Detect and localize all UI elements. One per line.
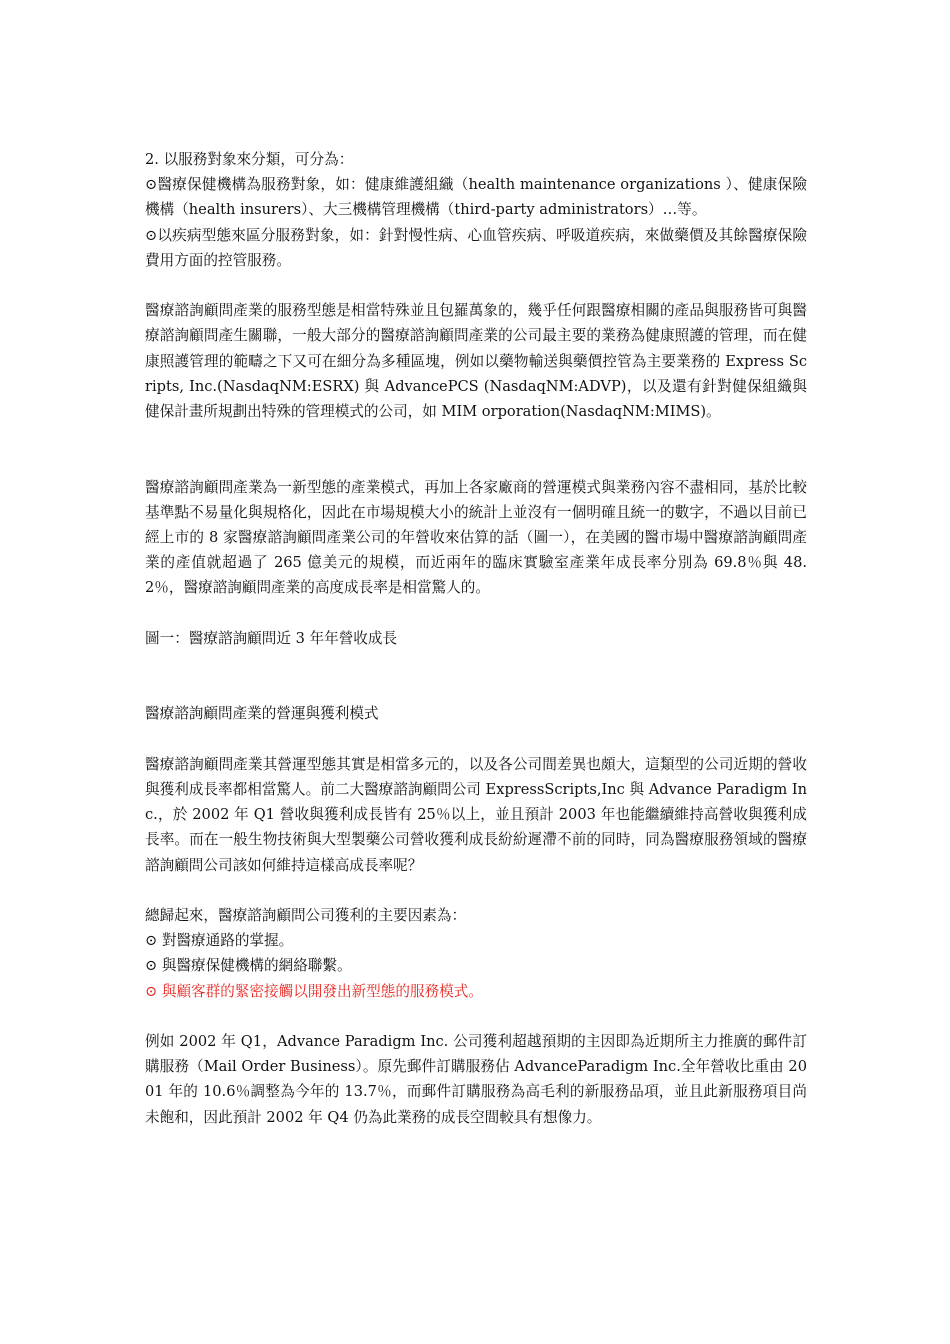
example-paragraph: 例如 2002 年 Q1，Advance Paradigm Inc. 公司獲利超越預期的主因即為近期所主力推廣的郵件訂購服務（Mail Order Business）。原先郵件訂購服務佔 AdvanceParadigm Inc.全年營收比重由 2001 年的 10.6％調整為今年的 13.7％，而郵件訂購服務為高毛利的新服務品項，並且此新服務項目尚未飽和，因此預計 2002 年 Q4 仍為此業務的成長空間較具有想像力。: [145, 1033, 807, 1126]
service-target-item-2: ⊙以疾病型態來區分服務對象，如：針對慢性病、心血管疾病、呼吸道疾病，來做藥價及其餘醫療保險費用方面的控管服務。: [145, 226, 807, 269]
service-target-item-1: ⊙醫療保健機構為服務對象，如：健康維護組織（health maintenance organizations ）、健康保險機構（health insurers）、大三機構管理機構（third-party administrators）…等。: [145, 176, 807, 219]
profit-factor-item-highlighted: ⊙ 與顧客群的緊密接觸以開發出新型態的服務模式。: [145, 982, 483, 1000]
section-2-heading: 2. 以服務對象來分類，可分為：: [145, 151, 354, 168]
spacer: [145, 651, 807, 701]
figure-caption: 圖一：醫療諮詢顧問近 3 年年營收成長: [145, 629, 398, 647]
spacer: [145, 601, 807, 626]
spacer: [145, 727, 807, 752]
spacer: [145, 1004, 807, 1029]
section-heading: 醫療諮詢顧問產業的營運與獲利模式: [145, 705, 379, 723]
spacer: [145, 424, 807, 474]
operation-paragraph: 醫療諮詢顧問產業其營運型態其實是相當多元的，以及各公司間差異也頗大，這類型的公司近期的營收與獲利成長率都相當驚人。前二大醫療諮詢顧問公司 ExpressScripts,Inc 與 Advance Paradigm Inc.，於 2002 年 Q1 營收與獲利成長皆有 25％以上，並且預計 2003 年也能繼續維持高營收與獲利成長率。而在一般生物技術與大型製藥公司營收獲利成長紛紛遲滯不前的同時，同為醫療服務領域的醫療諮詢顧問公司該如何維持這樣高成長率呢？: [145, 755, 807, 874]
service-type-paragraph: 醫療諮詢顧問產業的服務型態是相當特殊並且包羅萬象的，幾乎任何跟醫療相關的產品與服務皆可與醫療諮詢顧問產生關聯，一般大部分的醫療諮詢顧問產業的公司最主要的業務為健康照護的管理，而在健康照護管理的範疇之下又可在細分為多種區塊，例如以藥物輸送與藥價控管為主要業務的 Express Scripts, Inc.(NasdaqNM:ESRX) 與 AdvancePCS (NasdaqNM:ADVP)，以及還有針對健保組織與健保計畫所規劃出特殊的管理模式的公司，如 MIM orporation(NasdaqNM:MIMS)。: [145, 302, 807, 421]
spacer: [145, 273, 807, 298]
profit-factor-item: ⊙ 對醫療通路的掌握。: [145, 932, 294, 950]
spacer: [145, 878, 807, 903]
market-size-paragraph: 醫療諮詢顧問產業為一新型態的產業模式，再加上各家廠商的營運模式與業務內容不盡相同，基於比較基準點不易量化與規格化，因此在市場規模大小的統計上並沒有一個明確且統一的數字，不過以目前已經上市的 8 家醫療諮詢顧問產業公司的年營收來估算的話（圖一），在美國的醫市場中醫療諮詢顧問產業的產值就超過了 265 億美元的規模，而近兩年的臨床實驗室產業年成長率分別為 69.8％與 48.2％，醫療諮詢顧問產業的高度成長率是相當驚人的。: [145, 478, 807, 597]
profit-factor-item: ⊙ 與醫療保健機構的網絡聯繫。: [145, 957, 352, 975]
summary-intro: 總歸起來，醫療諮詢顧問公司獲利的主要因素為：: [145, 907, 467, 924]
document-page: [145, 147, 807, 1130]
